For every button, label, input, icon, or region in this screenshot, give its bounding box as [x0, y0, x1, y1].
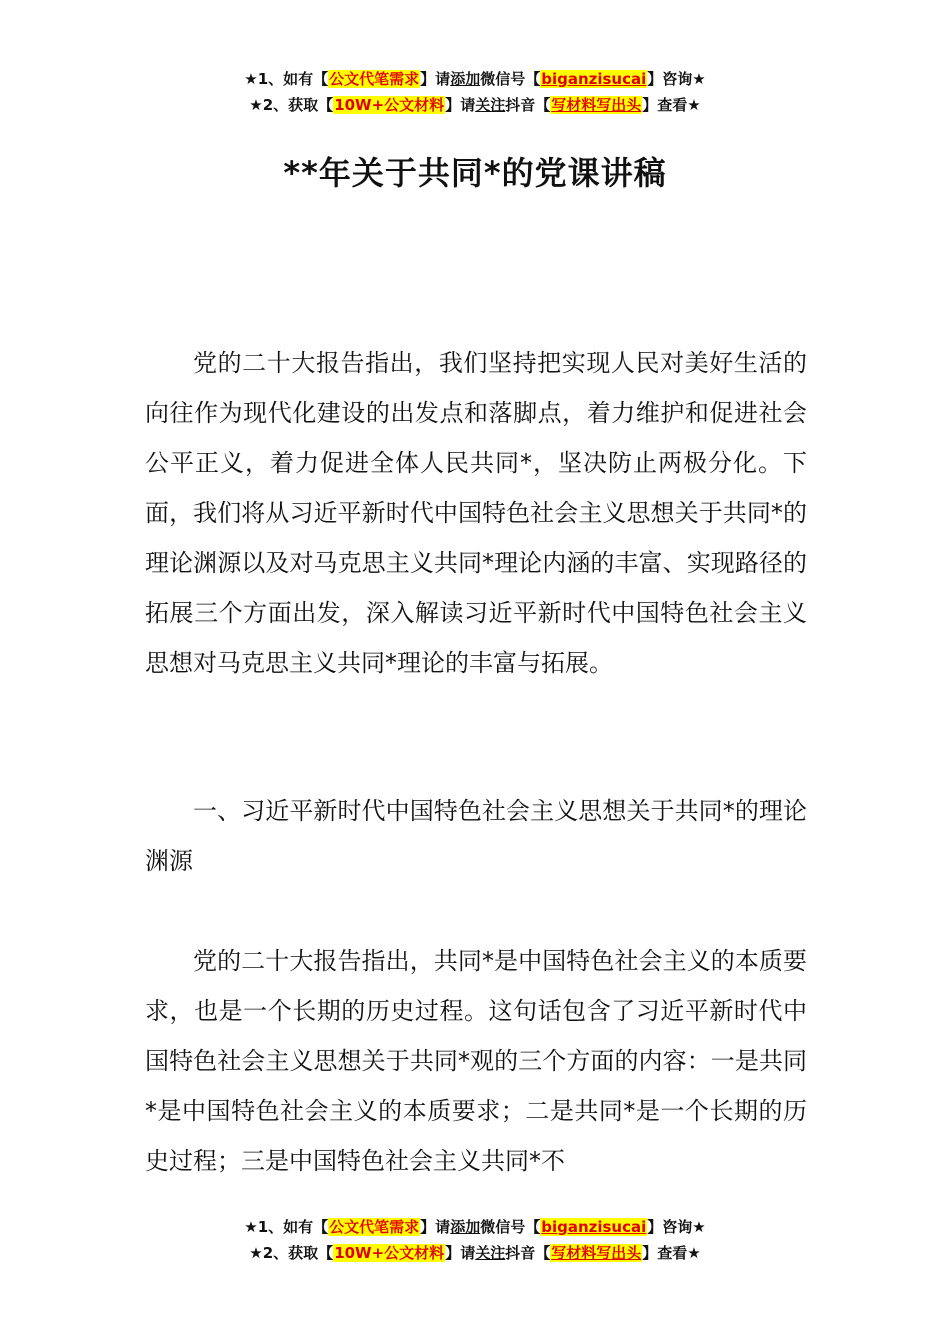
banner-underlined: 添加: [450, 1218, 481, 1236]
banner-underlined: 关注: [475, 96, 506, 114]
banner-underlined: 添加: [450, 70, 481, 88]
footer-banner: [0, 1214, 950, 1266]
banner-text: 】请: [445, 96, 476, 114]
paragraph-intro: 党的二十大报告指出，我们坚持把实现人民对美好生活的向往作为现代化建设的出发点和落脚点，着力维护和促进社会公平正义，着力促进全体人民共同*，坚决防止两极分化。下面，我们将从习近平新时代中国特色社会主义思想关于共同*的理论渊源以及对马克思主义共同*理论内涵的丰富、实现路径的拓展三个方面出发，深入解读习近平新时代中国特色社会主义思想对马克思主义共同*理论的丰富与拓展。: [145, 349, 807, 677]
banner-line-1: [0, 1214, 950, 1240]
banner-text: 】查看★: [642, 1244, 701, 1262]
banner-text: 微信号【: [480, 70, 541, 88]
banner-text: 】请: [445, 1244, 476, 1262]
banner-line-2: [0, 1240, 950, 1266]
banner-line-1: [0, 66, 950, 92]
banner-text: 】咨询★: [647, 70, 706, 88]
highlight-materials: 10W+公文材料: [334, 1244, 445, 1262]
section-heading-1: 一、习近平新时代中国特色社会主义思想关于共同*的理论渊源: [145, 797, 807, 875]
banner-text: 】请: [420, 70, 451, 88]
highlight-service: 公文代笔需求: [329, 70, 420, 88]
banner-line-2: [0, 92, 950, 118]
highlight-douyin-id: 写材料写出头: [551, 1244, 642, 1262]
header-banner: [0, 66, 950, 118]
banner-text: 抖音【: [505, 96, 551, 114]
banner-text: ★2、获取【: [249, 96, 334, 114]
highlight-douyin-id: 写材料写出头: [551, 96, 642, 114]
banner-text: 】咨询★: [647, 1218, 706, 1236]
highlight-service: 公文代笔需求: [329, 1218, 420, 1236]
banner-underlined: 关注: [475, 1244, 506, 1262]
highlight-materials: 10W+公文材料: [334, 96, 445, 114]
document-title: **年关于共同*的党课讲稿: [283, 154, 667, 192]
banner-text: 】查看★: [642, 96, 701, 114]
banner-text: 抖音【: [505, 1244, 551, 1262]
highlight-wechat-id: biganzisucai: [541, 1218, 647, 1236]
banner-text: ★2、获取【: [249, 1244, 334, 1262]
highlight-wechat-id: biganzisucai: [541, 70, 647, 88]
banner-text: ★1、如有【: [244, 1218, 329, 1236]
paragraph-section-1: 党的二十大报告指出，共同*是中国特色社会主义的本质要求，也是一个长期的历史过程。这句话包含了习近平新时代中国特色社会主义思想关于共同*观的三个方面的内容：一是共同*是中国特色社会主义的本质要求；二是共同*是一个长期的历史过程；三是中国特色社会主义共同*不: [145, 947, 807, 1175]
banner-text: 】请: [420, 1218, 451, 1236]
banner-text: ★1、如有【: [244, 70, 329, 88]
banner-text: 微信号【: [480, 1218, 541, 1236]
